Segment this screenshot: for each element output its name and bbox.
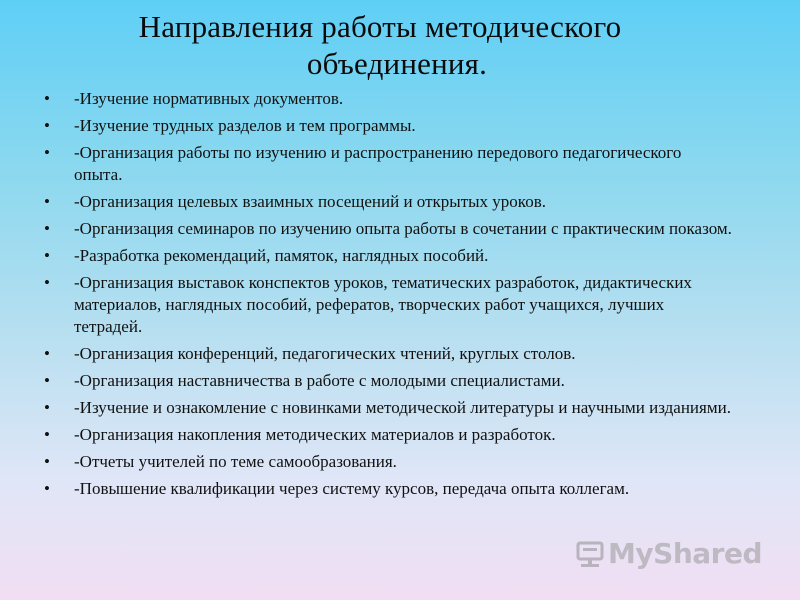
slide-title-line-1: Направления работы методического: [138, 9, 622, 44]
list-item: [42, 424, 732, 446]
list-item: [42, 451, 732, 473]
bullet-marker: •: [44, 479, 50, 498]
watermark: [576, 537, 762, 570]
list-item-text: -Организация конференций, педагогических чтений, круглых столов.: [74, 344, 576, 363]
list-item: [42, 343, 732, 365]
list-item-text: -Организация наставничества в работе с молодыми специалистами.: [74, 371, 565, 390]
list-item: [42, 370, 732, 392]
list-item-text: -Повышение квалификации через систему курсов, передача опыта коллегам.: [74, 479, 630, 498]
list-item: [42, 272, 732, 338]
bullet-list: [42, 88, 732, 505]
list-item-text: -Организация накопления методических материалов и разработок.: [74, 425, 556, 444]
list-item: [42, 478, 732, 500]
list-item: [42, 245, 732, 267]
bullet-marker: •: [44, 116, 50, 135]
bullet-marker: •: [44, 452, 50, 471]
list-item-text: -Изучение и ознакомление с новинками методической литературы и научными изданиями.: [74, 398, 731, 417]
list-item-text: -Отчеты учителей по теме самообразования.: [74, 452, 397, 471]
list-item: [42, 191, 732, 213]
list-item-text: -Разработка рекомендаций, памяток, наглядных пособий.: [74, 246, 489, 265]
slide-title: [40, 8, 720, 82]
bullet-marker: •: [44, 371, 50, 390]
list-item-text: -Организация семинаров по изучению опыта работы в сочетании с практическим показом.: [74, 219, 732, 238]
myshared-logo-icon: [576, 539, 604, 569]
list-item-text: -Изучение трудных разделов и тем программы.: [74, 116, 416, 135]
slide-title-line-2: объединения.: [306, 46, 488, 81]
bullet-marker: •: [44, 143, 50, 162]
bullet-marker: •: [44, 192, 50, 211]
list-item: [42, 88, 732, 110]
bullet-marker: •: [44, 344, 50, 363]
list-item: [42, 397, 732, 419]
list-item-text: -Организация целевых взаимных посещений и открытых уроков.: [74, 192, 546, 211]
bullet-marker: •: [44, 273, 50, 292]
bullet-marker: •: [44, 89, 50, 108]
list-item-text: -Организация выставок конспектов уроков, тематических разработок, дидактических материалов, наглядных пособий, рефератов, творческих работ учащихся, лучших тетрадей.: [74, 273, 692, 336]
bullet-marker: •: [44, 425, 50, 444]
list-item: [42, 142, 732, 186]
list-item: [42, 115, 732, 137]
list-item: [42, 218, 732, 240]
bullet-marker: •: [44, 246, 50, 265]
watermark-text: MyShared: [608, 537, 762, 570]
list-item-text: -Организация работы по изучению и распространению передового педагогического опыта.: [74, 143, 682, 184]
list-item-text: -Изучение нормативных документов.: [74, 89, 344, 108]
bullet-marker: •: [44, 219, 50, 238]
bullet-marker: •: [44, 398, 50, 417]
